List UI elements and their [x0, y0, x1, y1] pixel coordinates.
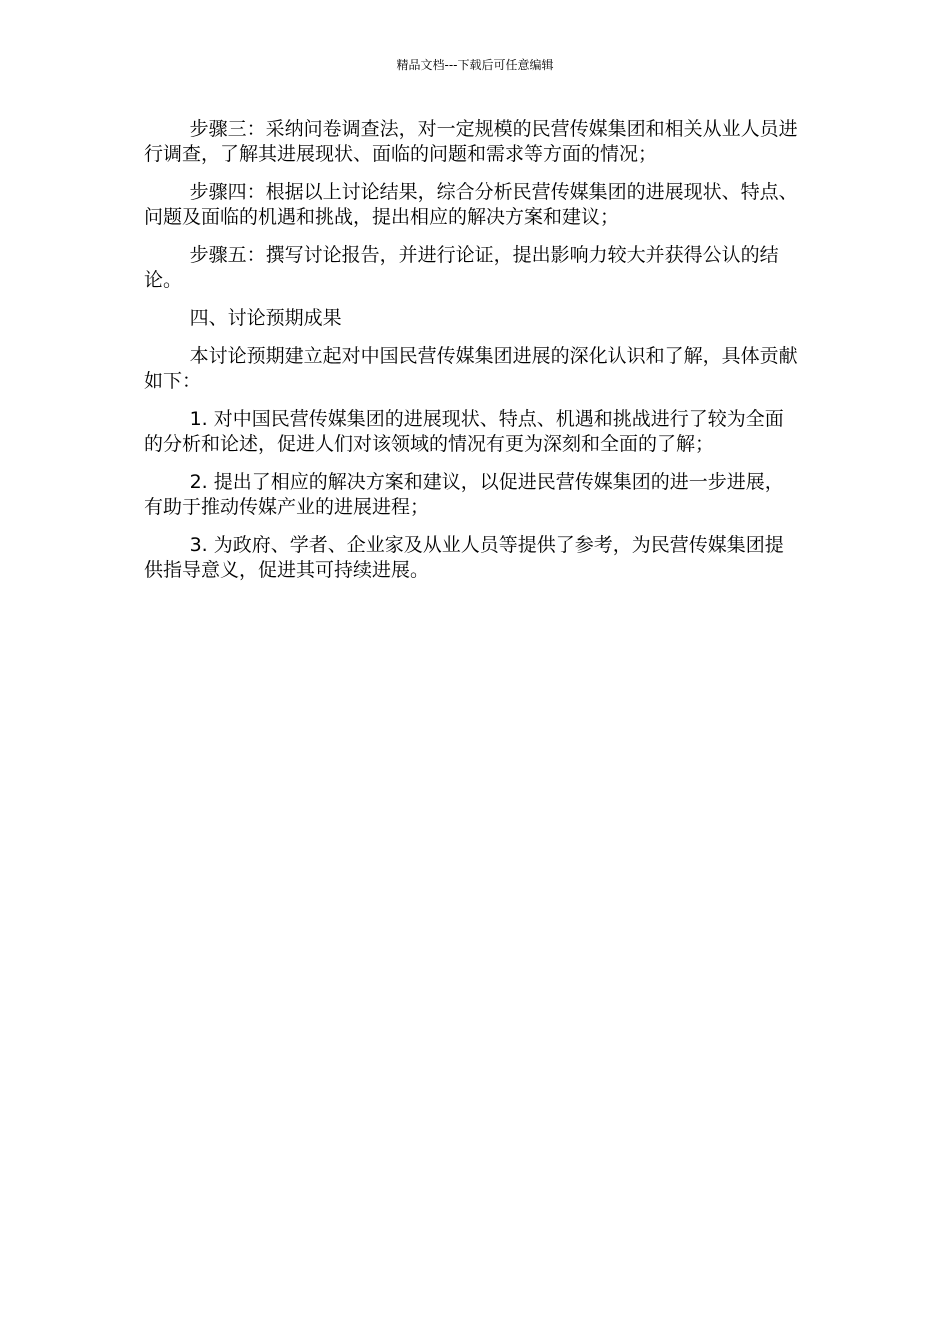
- document-body: [144, 117, 800, 596]
- paragraph-step-three: 步骤三：采纳问卷调查法，对一定规模的民营传媒集团和相关从业人员进行调查，了解其进展现状、面临的问题和需求等方面的情况；: [144, 118, 798, 165]
- paragraph-step-five: 步骤五：撰写讨论报告，并进行论证，提出影响力较大并获得公认的结论。: [144, 244, 779, 291]
- page-header: 精品文档---下载后可任意编辑: [396, 58, 554, 72]
- list-item-3: 3. 为政府、学者、企业家及从业人员等提供了参考，为民营传媒集团提供指导意义，促进其可持续进展。: [144, 534, 784, 581]
- section-heading-expected-results: 四、讨论预期成果: [189, 307, 342, 329]
- paragraph-intro: 本讨论预期建立起对中国民营传媒集团进展的深化认识和了解，具体贡献如下：: [144, 345, 798, 392]
- list-item-2: 2. 提出了相应的解决方案和建议，以促进民营传媒集团的进一步进展，有助于推动传媒产业的进展进程；: [144, 471, 784, 518]
- paragraph-step-four: 步骤四：根据以上讨论结果，综合分析民营传媒集团的进展现状、特点、问题及面临的机遇和挑战，提出相应的解决方案和建议；: [144, 181, 798, 228]
- list-item-1: 1. 对中国民营传媒集团的进展现状、特点、机遇和挑战进行了较为全面的分析和论述，促进人们对该领域的情况有更为深刻和全面的了解；: [144, 408, 784, 455]
